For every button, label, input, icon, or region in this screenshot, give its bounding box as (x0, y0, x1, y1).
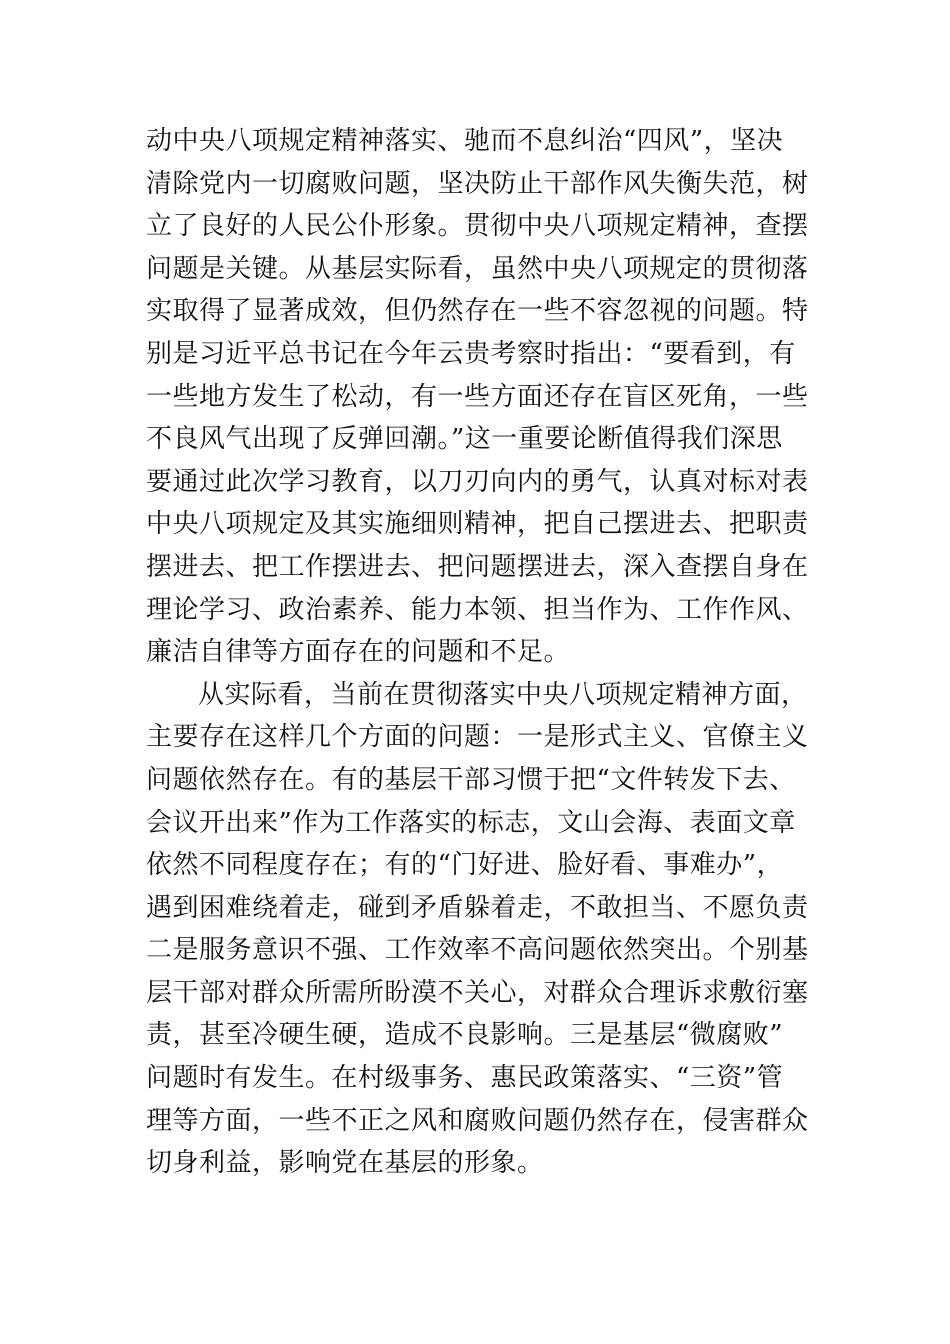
text-line: 摆进去、把工作摆进去、把问题摆进去，深入查摆自身在 (146, 551, 809, 582)
text-line: 问题依然存在。有的基层干部习惯于把“文件转发下去、 (146, 764, 796, 795)
text-line: 廉洁自律等方面存在的问题和不足。 (146, 637, 571, 668)
text-line: 别是习近平总书记在今年云贵考察时指出：“要看到，有 (146, 338, 796, 369)
text-line: 理等方面，一些不正之风和腐败问题仍然存在，侵害群众 (146, 1105, 809, 1136)
text-line: 立了良好的人民公仆形象。贯彻中央八项规定精神，查摆 (146, 211, 809, 242)
text-line: 主要存在这样几个方面的问题：一是形式主义、官僚主义 (146, 722, 809, 753)
text-line: 切身利益，影响党在基层的形象。 (146, 1148, 544, 1179)
text-line: 会议开出来”作为工作落实的标志，文山会海、表面文章 (146, 807, 796, 838)
text-line: 理论学习、政治素养、能力本领、担当作为、工作作风、 (146, 594, 809, 625)
text-line: 清除党内一切腐败问题，坚决防止干部作风失衡失范，树 (146, 168, 809, 199)
text-line: 实取得了显著成效，但仍然存在一些不容忽视的问题。特 (146, 296, 809, 327)
text-line: 依然不同程度存在；有的“门好进、脸好看、事难办”， (146, 850, 784, 881)
text-line: 问题时有发生。在村级事务、惠民政策落实、“三资”管 (146, 1063, 784, 1094)
text-line: 责，甚至冷硬生硬，造成不良影响。三是基层“微腐败” (146, 1020, 784, 1051)
text-line: 不良风气出现了反弹回潮。”这一重要论断值得我们深思 (146, 424, 783, 455)
text-line: 中央八项规定及其实施细则精神，把自己摆进去、把职责 (146, 509, 809, 540)
text-line: 从实际看，当前在贯彻落实中央八项规定精神方面， (198, 679, 808, 710)
text-line: 要通过此次学习教育，以刀刃向内的勇气，认真对标对表 (146, 466, 809, 497)
text-line: 层干部对群众所需所盼漠不关心，对群众合理诉求敷衍塞 (146, 977, 809, 1008)
text-line: 遇到困难绕着走，碰到矛盾躲着走，不敢担当、不愿负责 (146, 892, 809, 923)
body-text (146, 120, 818, 1185)
paragraph-2 (146, 674, 818, 1185)
text-line: 一些地方发生了松动，有一些方面还存在盲区死角，一些 (146, 381, 809, 412)
paragraph-1 (146, 120, 818, 674)
text-line: 问题是关键。从基层实际看，虽然中央八项规定的贯彻落 (146, 253, 809, 284)
text-line: 二是服务意识不强、工作效率不高问题依然突出。个别基 (146, 935, 809, 966)
text-line: 动中央八项规定精神落实、驰而不息纠治“四风”，坚决 (146, 126, 784, 156)
